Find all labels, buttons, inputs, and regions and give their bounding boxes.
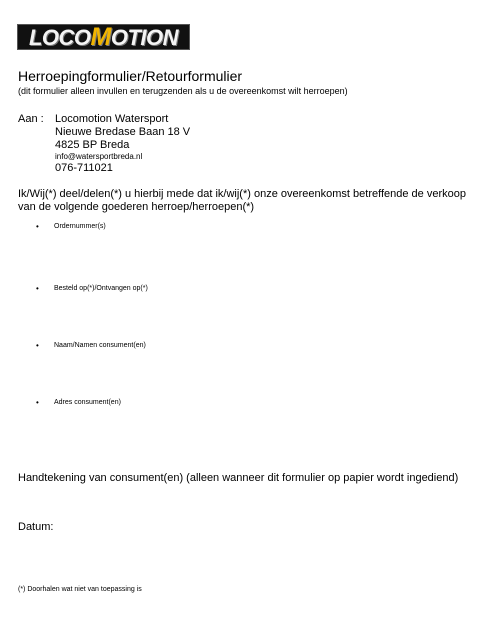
field-order-numbers <box>36 222 106 231</box>
date-label: Datum: <box>18 521 54 533</box>
intro-statement: Ik/Wij(*) deel/delen(*) u hierbij mede dat ik/wij(*) onze overeenkomst betreffende de verkoop van de volgende goederen herroep/herroepen(*) <box>18 188 466 213</box>
bullet-icon: • <box>36 222 39 231</box>
signature-label: Handtekening van consument(en) (alleen wanneer dit formulier op papier wordt ingediend) <box>18 472 459 484</box>
bullet-icon: • <box>36 398 39 407</box>
address-label: Aan : <box>18 113 44 125</box>
logo-text-end: OTION <box>110 24 179 50</box>
field-label: Naam/Namen consument(en) <box>54 342 146 349</box>
logo-text-start: LOCO <box>28 24 91 50</box>
address-street: Nieuwe Bredase Baan 18 V <box>55 126 191 138</box>
field-consumer-name <box>36 341 146 350</box>
address-postal-city: 4825 BP Breda <box>55 139 130 151</box>
field-consumer-address <box>36 398 121 407</box>
bullet-icon: • <box>36 284 39 293</box>
logo-wordmark <box>28 22 179 51</box>
field-label: Ordernummer(s) <box>54 223 106 230</box>
footnote: (*) Doorhalen wat niet van toepassing is <box>18 586 142 593</box>
address-email: info@watersportbreda.nl <box>55 152 143 161</box>
form-subtitle: (dit formulier alleen invullen en terugzenden als u de overeenkomst wilt herroepen) <box>18 86 348 96</box>
address-company: Locomotion Watersport <box>55 113 169 125</box>
locomotion-logo <box>17 24 190 50</box>
field-label: Adres consument(en) <box>54 399 121 406</box>
form-title: Herroepingformulier/Retourformulier <box>18 68 243 84</box>
field-label: Besteld op(*)/Ontvangen op(*) <box>54 285 148 292</box>
address-phone: 076-711021 <box>55 162 113 174</box>
field-order-date <box>36 284 148 293</box>
bullet-icon: • <box>36 341 39 350</box>
logo-text-accent: M <box>90 22 111 51</box>
